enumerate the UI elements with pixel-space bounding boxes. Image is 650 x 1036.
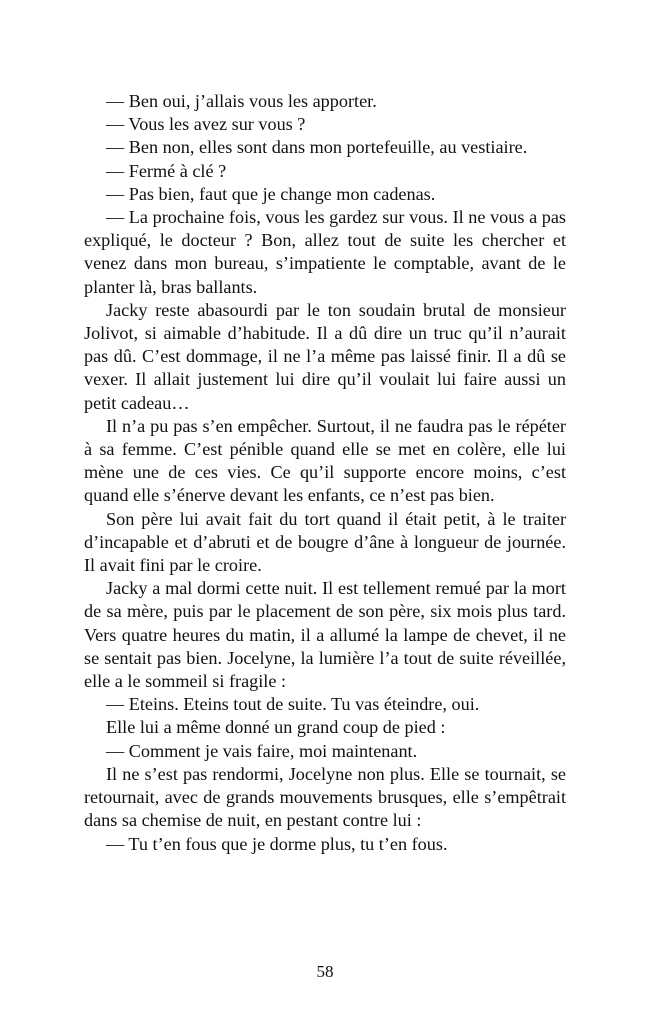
paragraph: — Vous les avez sur vous ? [106, 114, 306, 135]
paragraph: Jacky a mal dormi cette nuit. Il est tellement remué par la mort de sa mère, puis par le placement de son père, six mois plus tard. Vers quatre heures du matin, il a allumé la lampe de chevet, il ne se sentait pas bien. Jocelyne, la lumière l’a tout de suite réveillée, elle a le sommeil si fragile : [84, 578, 566, 692]
paragraph: — Pas bien, faut que je change mon cadenas. [106, 183, 436, 204]
paragraph: — Ben oui, j’allais vous les apporter. [106, 91, 377, 111]
paragraph: — Eteins. Eteins tout de suite. Tu vas éteindre, oui. [106, 694, 480, 715]
paragraph: — La prochaine fois, vous les gardez sur vous. Il ne vous a pas expliqué, le docteur ? Bon, allez tout de suite les chercher et venez dans mon bureau, s’impatiente le comptable, avant de le planter là, bras ballants. [84, 207, 566, 297]
paragraph: Jacky reste abasourdi par le ton soudain brutal de monsieur Jolivot, si aimable d’habitude. Il a dû dire un truc qu’il n’aurait pas dû. C’est dommage, il ne l’a même pas laissé finir. Il a dû se vexer. Il allait justement lui dire qu’il voulait lui faire aussi un petit cadeau… [84, 299, 566, 413]
paragraph: — Ben non, elles sont dans mon portefeuille, au vestiaire. [106, 137, 528, 158]
paragraph: Il n’a pu pas s’en empêcher. Surtout, il ne faudra pas le répéter à sa femme. C’est pénible quand elle se met en colère, elle lui mène une de ces vies. Ce qu’il supporte encore moins, c’est quand elle s’énerve devant les enfants, ce n’est pas bien. [84, 415, 566, 506]
paragraph: — Fermé à clé ? [106, 160, 227, 181]
paragraph: — Comment je vais faire, moi maintenant. [106, 740, 418, 761]
paragraph: Il ne s’est pas rendormi, Jocelyne non plus. Elle se tournait, se retournait, avec de grands mouvements brusques, elle s’empêtrait dans sa chemise de nuit, en pestant contre lui : [84, 763, 566, 831]
paragraph: Son père lui avait fait du tort quand il était petit, à le traiter d’incapable et d’abruti et de bougre d’âne à longueur de journée. Il avait fini par le croire. [84, 508, 566, 576]
paragraph: Elle lui a même donné un grand coup de pied : [106, 717, 446, 738]
paragraph: — Tu t’en fous que je dorme plus, tu t’en fous. [106, 833, 448, 854]
page-body [84, 90, 566, 856]
page-number: 58 [316, 962, 334, 981]
